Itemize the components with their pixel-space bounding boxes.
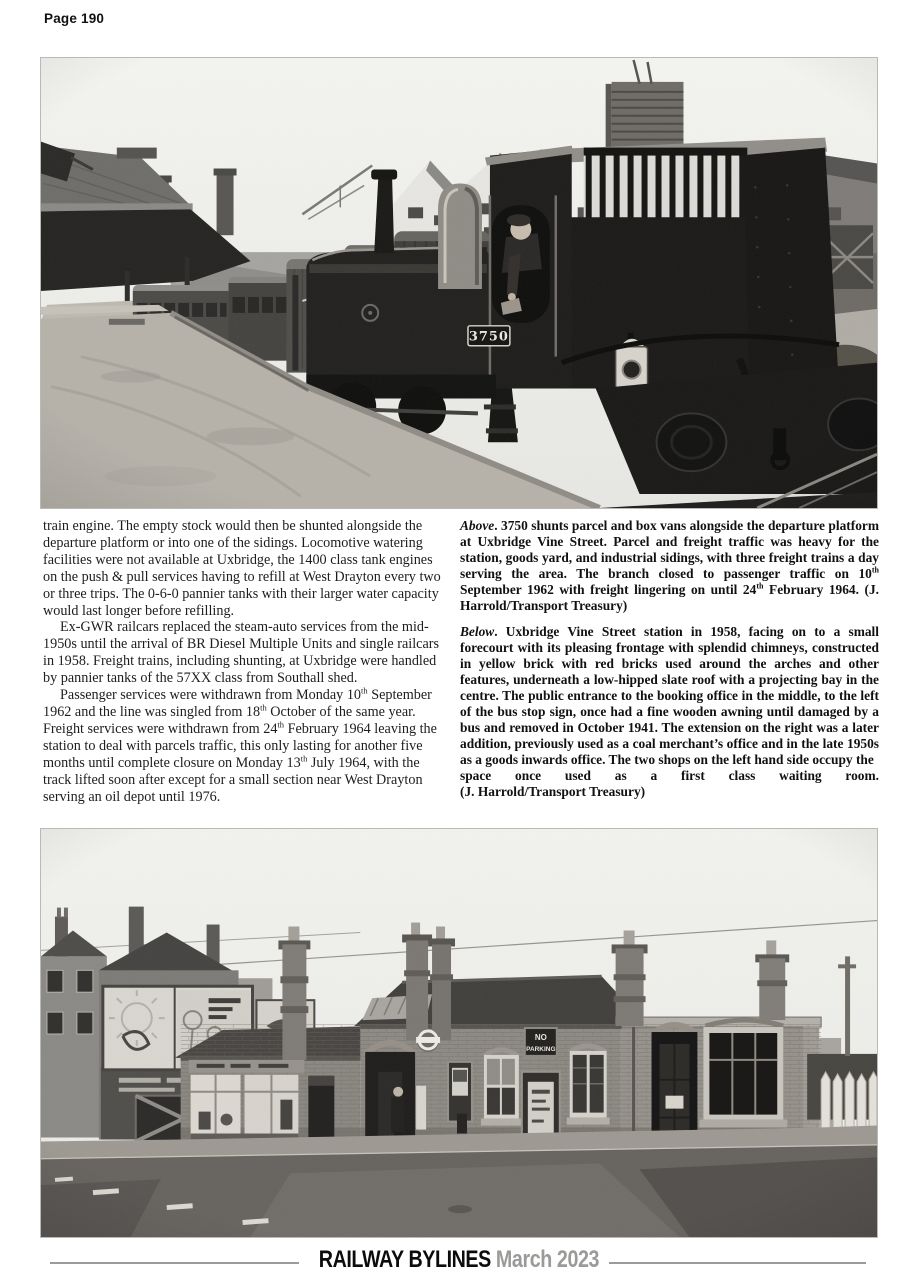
photo-bottom-station <box>40 828 878 1238</box>
photo-credit: (J. Harrold/Transport Treasury) <box>460 783 646 799</box>
text-run: Passenger services were withdrawn from Monday 10 <box>60 687 362 704</box>
magazine-title: RAILWAY BYLINES <box>318 1246 491 1273</box>
text-run: July 1964, with the track lifted soon after except for a small section near West Drayton serving an oil depot until 1976. <box>43 754 423 805</box>
photo-top-locomotive <box>40 57 878 509</box>
vignette <box>41 829 877 1237</box>
article-column-right <box>460 518 879 810</box>
ordinal-suffix: th <box>260 702 267 713</box>
text-run: space once used as a first class waiting room. <box>460 767 879 783</box>
caption-lead: Above <box>460 518 495 533</box>
footer-rule-right <box>609 1262 866 1264</box>
caption-lead: Below <box>460 624 495 640</box>
photo-bottom-canvas <box>41 829 877 1237</box>
text-run: September 1962 with freight lingering on until 24 <box>460 581 757 597</box>
article-body <box>43 518 879 810</box>
photo-top-canvas <box>41 58 877 508</box>
text-run: . Uxbridge Vine Street station in 1958, facing on to a small forecourt with its pleasing frontage with splendid chimneys, constructed in yellow brick with red bricks used around the arches and other features, underneath a low-hipped slate roof with a projecting bay in the centre. The public entrance to the booking office in the middle, to the left of the bus stop sign, once had a fine wooden awning until damaged by a bus and removed in October 1941. The extension on the right was a later addition, previously used as a coal merchant’s office and in the late 1950s as a goods inwards office. The two shops on the left hand side occupy the <box>460 624 879 767</box>
ordinal-suffix: th <box>277 719 285 730</box>
caption-above <box>460 518 879 613</box>
ordinal-suffix: th <box>361 685 368 696</box>
ordinal-suffix: th <box>300 752 308 763</box>
body-paragraph <box>43 687 448 805</box>
body-paragraph: train engine. The empty stock would then be shunted alongside the departure platform or into one of the sidings. Locomotive watering facilities were not available at Uxbridge, the 1400 class tank engines on the push & pull services having to refill at West Drayton every two or three trips. The 0-6-0 pannier tanks with their larger water capacity would last longer before refilling. <box>43 518 441 619</box>
text-run: February 1964 leaving the station to deal with parcels traffic, this only lasting for another five months until complete closure on Monday 13 <box>43 720 437 771</box>
text-run: . 3750 shunts parcel and box vans alongside the departure platform at Uxbridge Vine Street. Parcel and freight traffic was heavy for the station, goods yard, and industrial sidings, with three freight trains a day serving the area. The branch closed to passenger traffic on 10 <box>460 518 879 581</box>
vignette <box>41 58 877 508</box>
ordinal-suffix: th <box>871 565 879 575</box>
issue-date: March 2023 <box>496 1246 600 1273</box>
footer-title <box>0 1246 918 1274</box>
text-run: October of the same year. Freight services were withdrawn from 24 <box>43 703 416 737</box>
text-run: February 1964. (J. Harrold/Transport Treasury) <box>460 581 879 613</box>
body-paragraph: Ex-GWR railcars replaced the steam-auto services from the mid-1950s until the arrival of BR Diesel Multiple Units and single railcars in 1958. Freight trains, including shunting, at Uxbridge were handled by pannier tanks of the 57XX class from Southall shed. <box>43 619 439 687</box>
article-column-left <box>43 518 448 810</box>
page-footer <box>0 1244 918 1278</box>
ordinal-suffix: th <box>756 581 764 591</box>
text-run: September 1962 and the line was singled from 18 <box>43 687 432 720</box>
page-number: Page 190 <box>44 11 105 26</box>
caption-below <box>460 624 879 799</box>
